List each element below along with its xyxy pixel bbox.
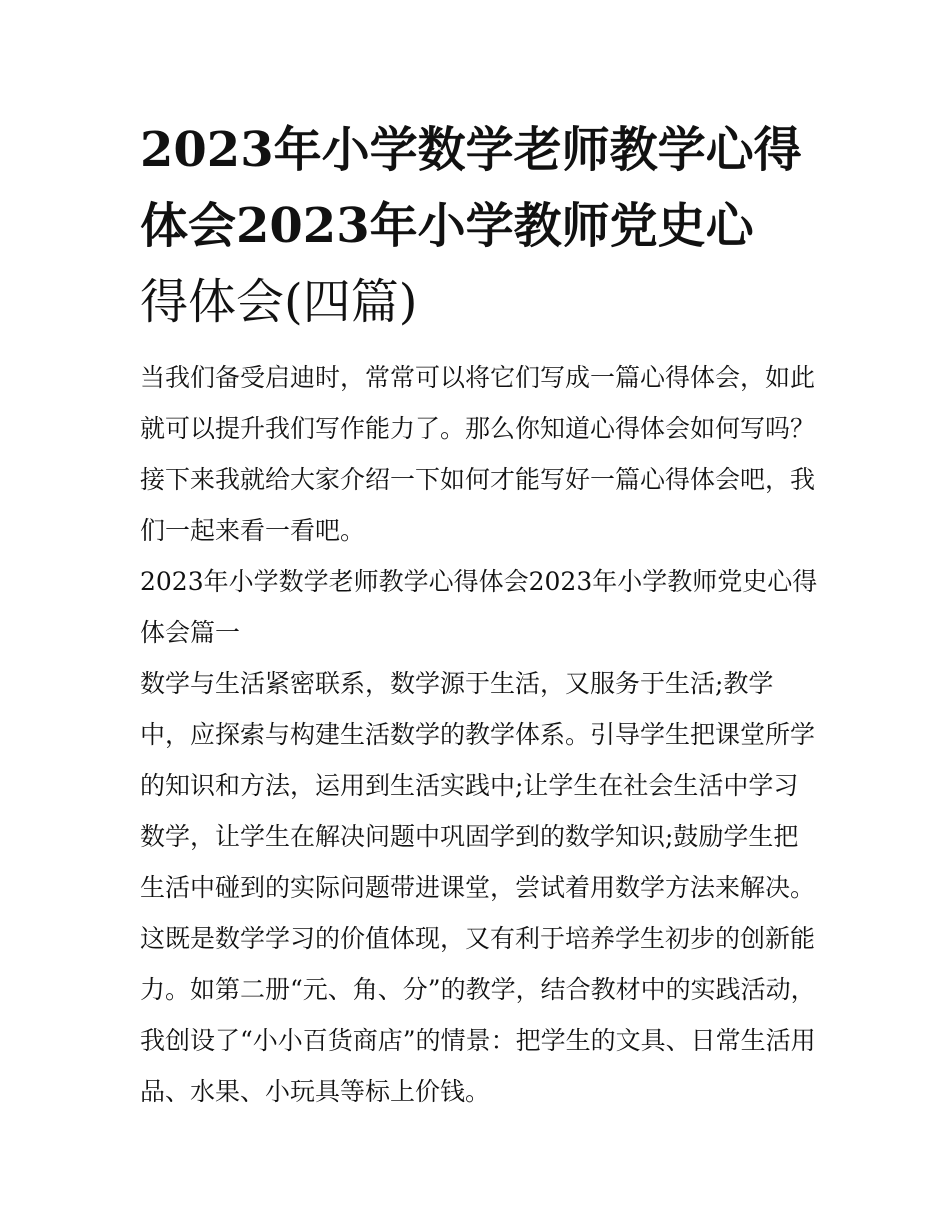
body-paragraph — [140, 658, 820, 1117]
text-line: 们一起来看一看吧。 — [140, 516, 366, 545]
text-line: 中，应探索与构建生活数学的教学体系。引导学生把课堂所学 — [140, 720, 816, 749]
text-line: 2023年小学数学老师教学心得体会2023年小学教师党史心得 — [140, 567, 818, 596]
title-line: 2023年小学数学老师教学心得 — [140, 122, 802, 178]
text-line: 当我们备受启迪时，常常可以将它们写成一篇心得体会，如此 — [140, 363, 816, 392]
text-line: 这既是数学学习的价值体现，又有利于培养学生初步的创新能 — [140, 924, 816, 953]
text-line: 数学，让学生在解决问题中巩固学到的数学知识;鼓励学生把 — [140, 822, 799, 851]
text-line: 力。如第二册“元、角、分”的教学，结合教材中的实践活动， — [140, 975, 816, 1004]
text-line: 的知识和方法，运用到生活实践中;让学生在社会生活中学习 — [140, 771, 799, 800]
document-page — [140, 112, 820, 1117]
text-line: 数学与生活紧密联系，数学源于生活，又服务于生活;教学 — [140, 669, 774, 698]
title-line: 得体会(四篇) — [140, 274, 418, 330]
title-line: 体会2023年小学教师党史心 — [140, 198, 754, 254]
text-line: 生活中碰到的实际问题带进课堂，尝试着用数学方法来解决。 — [140, 873, 816, 902]
text-line: 接下来我就给大家介绍一下如何才能写好一篇心得体会吧，我 — [140, 465, 816, 494]
intro-paragraph — [140, 352, 820, 556]
text-line: 就可以提升我们写作能力了。那么你知道心得体会如何写吗？ — [140, 414, 816, 443]
document-title — [140, 112, 820, 340]
text-line: 我创设了“小小百货商店”的情景：把学生的文具、日常生活用 — [140, 1026, 816, 1055]
text-line: 体会篇一 — [140, 618, 241, 647]
section-heading — [140, 556, 820, 658]
text-line: 品、水果、小玩具等标上价钱。 — [140, 1077, 491, 1106]
